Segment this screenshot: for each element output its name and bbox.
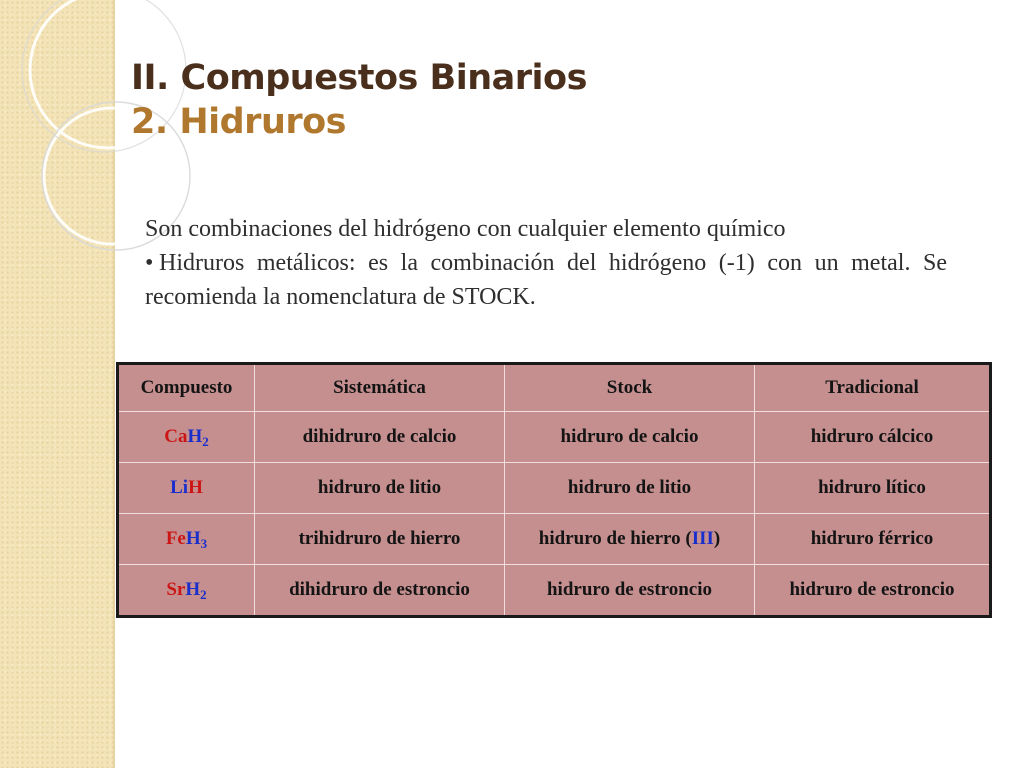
slide-title <box>131 56 587 144</box>
stock-text-before: hidruro de hierro ( <box>538 528 692 549</box>
bullet-term: Hidruros metálicos <box>159 250 349 276</box>
tradicional-cell: hidruro cálcico <box>755 412 991 463</box>
compound-element: Ca <box>164 426 188 447</box>
tradicional-cell: hidruro de estroncio <box>755 565 991 617</box>
table-row <box>118 463 991 514</box>
valence-label: III <box>691 528 714 549</box>
bullet-item <box>145 246 947 314</box>
sistematica-cell: dihidruro de estroncio <box>255 565 505 617</box>
table-header-row <box>118 364 991 412</box>
bullet-text-2: . Se recomienda la nomenclatura de STOCK. <box>145 250 947 310</box>
hydrides-table <box>116 362 992 618</box>
compound-cell <box>118 514 255 565</box>
compound-subscript: 2 <box>202 434 209 449</box>
bullet-text-1: : es la combinación del hidrógeno (-1) con un metal <box>348 250 905 276</box>
compound-subscript: 3 <box>200 536 208 551</box>
stock-cell: hidruro de calcio <box>505 412 755 463</box>
compound-hydrogen: H <box>187 426 203 447</box>
compound-hydrogen: H <box>188 477 203 498</box>
sistematica-cell: dihidruro de calcio <box>255 412 505 463</box>
compound-element: Fe <box>165 528 186 549</box>
stock-cell <box>505 514 755 565</box>
compound-element: Sr <box>166 579 186 600</box>
header-sistematica: Sistemática <box>255 364 505 412</box>
tradicional-cell: hidruro férrico <box>755 514 991 565</box>
stock-cell: hidruro de litio <box>505 463 755 514</box>
title-line-2: 2. Hidruros <box>131 102 346 142</box>
intro-text <box>145 212 947 314</box>
table-row <box>118 514 991 565</box>
stock-cell: hidruro de estroncio <box>505 565 755 617</box>
compound-hydrogen: H <box>185 579 201 600</box>
compound-cell <box>118 565 255 617</box>
compound-cell <box>118 412 255 463</box>
header-compuesto: Compuesto <box>118 364 255 412</box>
compound-element: Li <box>170 477 189 498</box>
compound-subscript: 2 <box>200 587 207 602</box>
compound-hydrogen: H <box>185 528 201 549</box>
table-row <box>118 565 991 617</box>
stock-text-after: ) <box>713 528 721 549</box>
tradicional-cell: hidruro lítico <box>755 463 991 514</box>
title-line-1: II. Compuestos Binarios <box>131 58 587 98</box>
sistematica-cell: trihidruro de hierro <box>255 514 505 565</box>
header-stock: Stock <box>505 364 755 412</box>
table-row <box>118 412 991 463</box>
compound-cell <box>118 463 255 514</box>
intro-sentence: Son combinaciones del hidrógeno con cualquier elemento químico <box>145 216 786 242</box>
header-tradicional: Tradicional <box>755 364 991 412</box>
sistematica-cell: hidruro de litio <box>255 463 505 514</box>
bullet-icon: • <box>145 250 154 276</box>
